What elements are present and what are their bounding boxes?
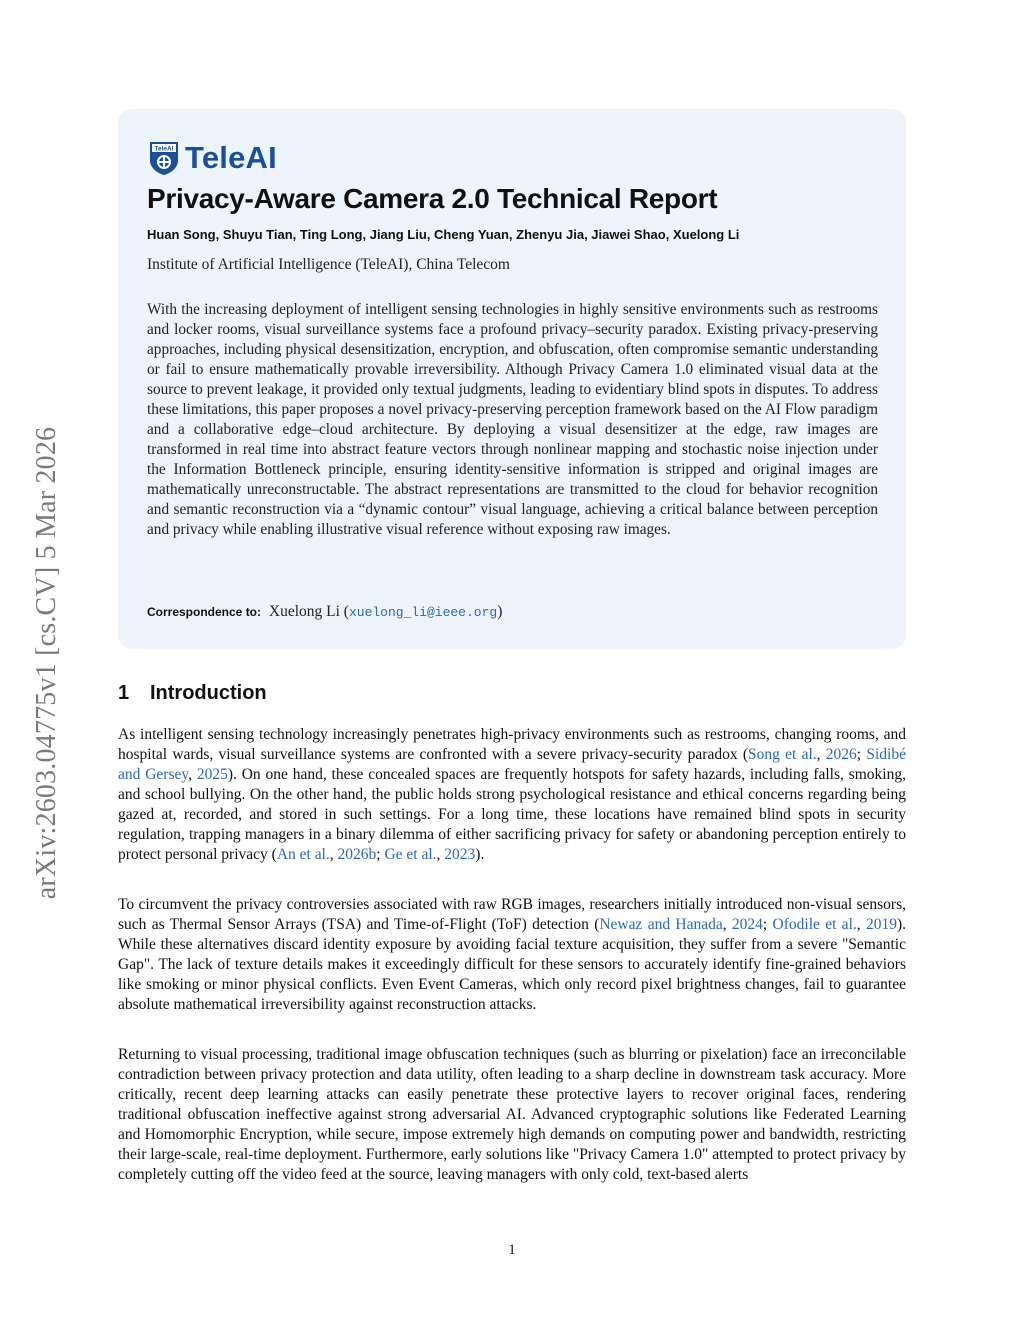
correspondence bbox=[147, 603, 887, 621]
author-name: Zhenyu Jia bbox=[516, 227, 585, 242]
author-name: Jiang Liu bbox=[369, 227, 427, 242]
author-name: Xuelong Li bbox=[672, 227, 740, 242]
body-paragraph bbox=[118, 725, 906, 865]
paragraph-text: Returning to visual processing, traditional image obfuscation techniques (such as blurring or pixelation) face an irreconcilable contradiction between privacy protection and data utility, often leading to a sharp decline in downstream task accuracy. More critically, recent deep learning attacks can easily penetrate these protective layers to recover original faces, rendering traditional obfuscation ineffective against strong adversarial AI. Advanced cryptographic solutions like Federated Learning and Homomorphic Encryption, while secure, impose extremely high demands on computing power and bandwidth, restricting their large-scale, real-time deployment. Furthermore, early solutions like "Privacy Camera 1.0" attempted to protect privacy by completely cutting off the video feed at the source, leaving managers with only cold, text-based alerts bbox=[118, 1046, 906, 1183]
abstract: With the increasing deployment of intelligent sensing technologies in highly sensitive environments such as restrooms and locker rooms, visual surveillance systems face a profound privacy–security paradox. Existing privacy-preserving approaches, including physical desensitization, encryption, and obfuscation, often compromise semantic understanding or fail to ensure mathematically provable irreversibility. Although Privacy Camera 1.0 eliminated visual data at the source to prevent leakage, it provided only textual judgments, leading to evidentiary blind spots in disputes. To address these limitations, this paper proposes a novel privacy-preserving perception framework based on the AI Flow paradigm and a collaborative edge–cloud architecture. By deploying a visual desensitizer at the edge, raw images are transformed in real time into abstract feature vectors through nonlinear mapping and stochastic noise injection under the Information Bottleneck principle, ensuring identity-sensitive information is stripped and original images are mathematically unreconstructable. The abstract representations are transmitted to the cloud for behavior recognition and semantic reconstruction via a “dynamic contour” visual language, achieving a critical balance between perception and privacy while enabling illustrative visual reference without exposing raw images. bbox=[147, 301, 878, 538]
author-name: Jiawei Shao bbox=[591, 227, 666, 242]
citation-link[interactable]: 2023 bbox=[444, 846, 476, 863]
section-number: 1 bbox=[118, 682, 130, 704]
arxiv-identifier-text: arXiv:2603.04775v1 [cs.CV] 5 Mar 2026 bbox=[31, 426, 62, 899]
paragraph-text: ). On one hand, these concealed spaces are frequently hotspots for safety hazards, including falls, smoking, and school bullying. On the other hand, the public holds strong psychological resistance and ethical concerns regarding being gazed at, recorded, and stored in such settings. For a long time, these locations have remained blind spots in security regulation, trapping managers in a binary dilemma of either sacrificing privacy for safety or abandoning perception entirely to protect personal privacy ( bbox=[118, 766, 906, 863]
teleai-logo bbox=[148, 139, 277, 177]
correspondence-name: Xuelong Li bbox=[268, 603, 340, 620]
citation-link[interactable]: 2024 bbox=[731, 916, 763, 933]
citation-link[interactable]: 2026 bbox=[825, 746, 857, 763]
paragraph-text: ). While these alternatives discard identity exposure by avoiding facial texture acquisition, they suffer from a severe "Semantic Gap". The lack of texture details makes it exceedingly difficult for these sensors to accurately identify fine-grained behaviors like smoking or minor physical conflicts. Even Event Cameras, which only record pixel brightness changes, fail to guarantee absolute mathematical irreversibility against reconstruction attacks. bbox=[118, 916, 906, 1013]
section-heading bbox=[118, 682, 906, 705]
author-name: Shuyu Tian bbox=[222, 227, 293, 242]
paragraph-text: , bbox=[188, 766, 197, 783]
paragraph-text: To circumvent the privacy controversies associated with raw RGB images, researchers initially introduced non-visual sensors, such as Thermal Sensor Arrays (TSA) and Time-of-Flight (ToF) detection ( bbox=[118, 896, 906, 933]
paragraph-text: As intelligent sensing technology increasingly penetrates high-privacy environments such as restrooms, changing rooms, and hospital wards, visual surveillance systems are confronted with a severe privacy-security paradox ( bbox=[118, 726, 906, 763]
citation-link[interactable]: Ofodile et al. bbox=[772, 916, 857, 933]
author-list: Huan Song, Shuyu Tian, Ting Long, Jiang Liu, Cheng Yuan, Zhenyu Jia, Jiawei Shao, Xuelong Li bbox=[147, 227, 740, 242]
paragraph-text: , bbox=[436, 846, 445, 863]
citation-link[interactable]: 2019 bbox=[865, 916, 897, 933]
paragraph-text: ; bbox=[762, 916, 773, 933]
citation-link[interactable]: Song et al. bbox=[748, 746, 817, 763]
citation-link[interactable]: An et al. bbox=[276, 846, 330, 863]
correspondence-open-paren: ( bbox=[339, 603, 349, 620]
affiliation: Institute of Artificial Intelligence (TeleAI), China Telecom bbox=[147, 256, 510, 273]
correspondence-close-paren: ) bbox=[497, 603, 503, 620]
paper-title: Privacy-Aware Camera 2.0 Technical Report bbox=[147, 183, 718, 214]
section-title: Introduction bbox=[150, 682, 267, 704]
correspondence-email-link[interactable]: xuelong_li@ieee.org bbox=[348, 605, 498, 620]
paragraph-text: , bbox=[816, 746, 826, 763]
citation-link[interactable]: Ge et al. bbox=[384, 846, 437, 863]
author-name: Ting Long bbox=[299, 227, 363, 242]
citation-link[interactable]: Sidibé and Gersey bbox=[118, 746, 906, 783]
page-number: 1 bbox=[508, 1242, 516, 1258]
author-name: Huan Song bbox=[147, 227, 216, 242]
body-paragraph bbox=[118, 1045, 906, 1185]
arxiv-identifier bbox=[27, 375, 67, 950]
paragraph-text: , bbox=[329, 846, 338, 863]
paragraph-text: ). bbox=[475, 846, 485, 863]
paragraph-text: ; bbox=[376, 846, 385, 863]
logo-wordmark: TeleAI bbox=[185, 140, 277, 175]
paragraph-text: , bbox=[722, 916, 732, 933]
citation-link[interactable]: 2026b bbox=[337, 846, 377, 863]
logo-badge-text: TeleAI bbox=[154, 145, 174, 153]
teleai-shield-icon bbox=[148, 140, 180, 176]
body-paragraph bbox=[118, 895, 906, 1015]
citation-link[interactable]: 2025 bbox=[196, 766, 228, 783]
correspondence-label: Correspondence to: bbox=[147, 605, 262, 619]
citation-link[interactable]: Newaz and Hanada bbox=[599, 916, 723, 933]
author-name: Cheng Yuan bbox=[434, 227, 509, 242]
paragraph-text: , bbox=[856, 916, 866, 933]
paragraph-text: ; bbox=[856, 746, 867, 763]
